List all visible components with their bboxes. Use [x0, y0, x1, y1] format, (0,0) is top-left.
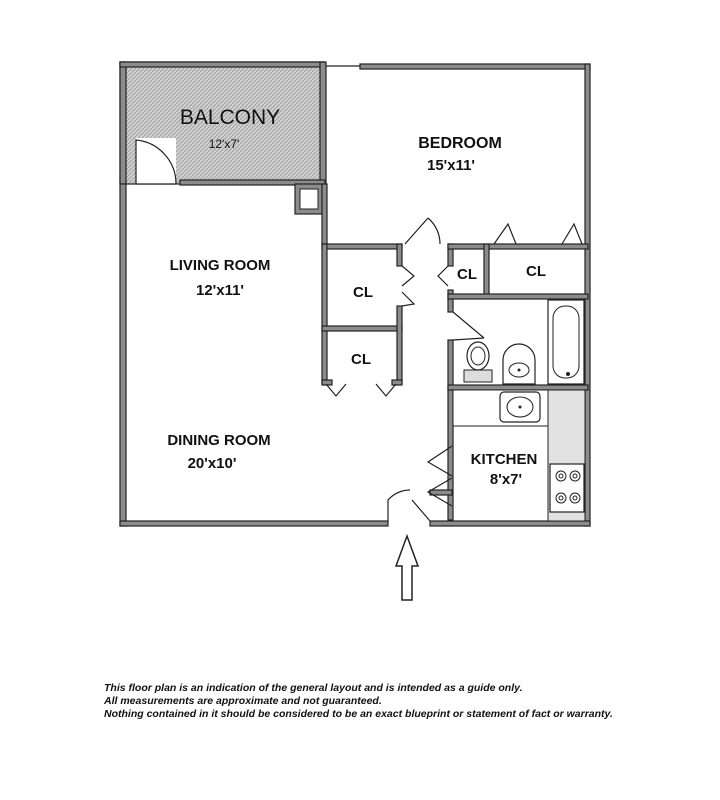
toilet-tank [464, 370, 492, 382]
entrance-arrow-icon [396, 536, 418, 600]
disclaimer-line: Nothing contained in it should be considered to be an exact blueprint or statement of fact or warranty. [104, 708, 613, 720]
balcony-size: 12'x7' [208, 137, 240, 151]
disclaimer-line: This floor plan is an indication of the general layout and is intended as a guide only. [104, 682, 523, 694]
dining-room-name: DINING ROOM [167, 432, 271, 449]
disclaimer-line: All measurements are approximate and not guaranteed. [104, 695, 382, 707]
kitchen-size: 8'x7' [489, 471, 523, 488]
closet-label: CL [353, 284, 373, 301]
bedroom-size: 15'x11' [426, 157, 476, 174]
closet-label: CL [351, 351, 371, 368]
closet-label: CL [526, 263, 546, 280]
stove [550, 464, 584, 512]
living-room-name: LIVING ROOM [169, 257, 271, 274]
bedroom-name: BEDROOM [418, 135, 502, 152]
disclaimer [104, 682, 704, 721]
bathroom-fixtures [464, 300, 584, 384]
closet-label: CL [457, 266, 477, 283]
dining-room-size: 20'x10' [187, 455, 237, 472]
kitchen-name: KITCHEN [470, 451, 538, 468]
balcony-name: BALCONY [179, 106, 281, 129]
living-room-size: 12'x11' [195, 282, 245, 299]
